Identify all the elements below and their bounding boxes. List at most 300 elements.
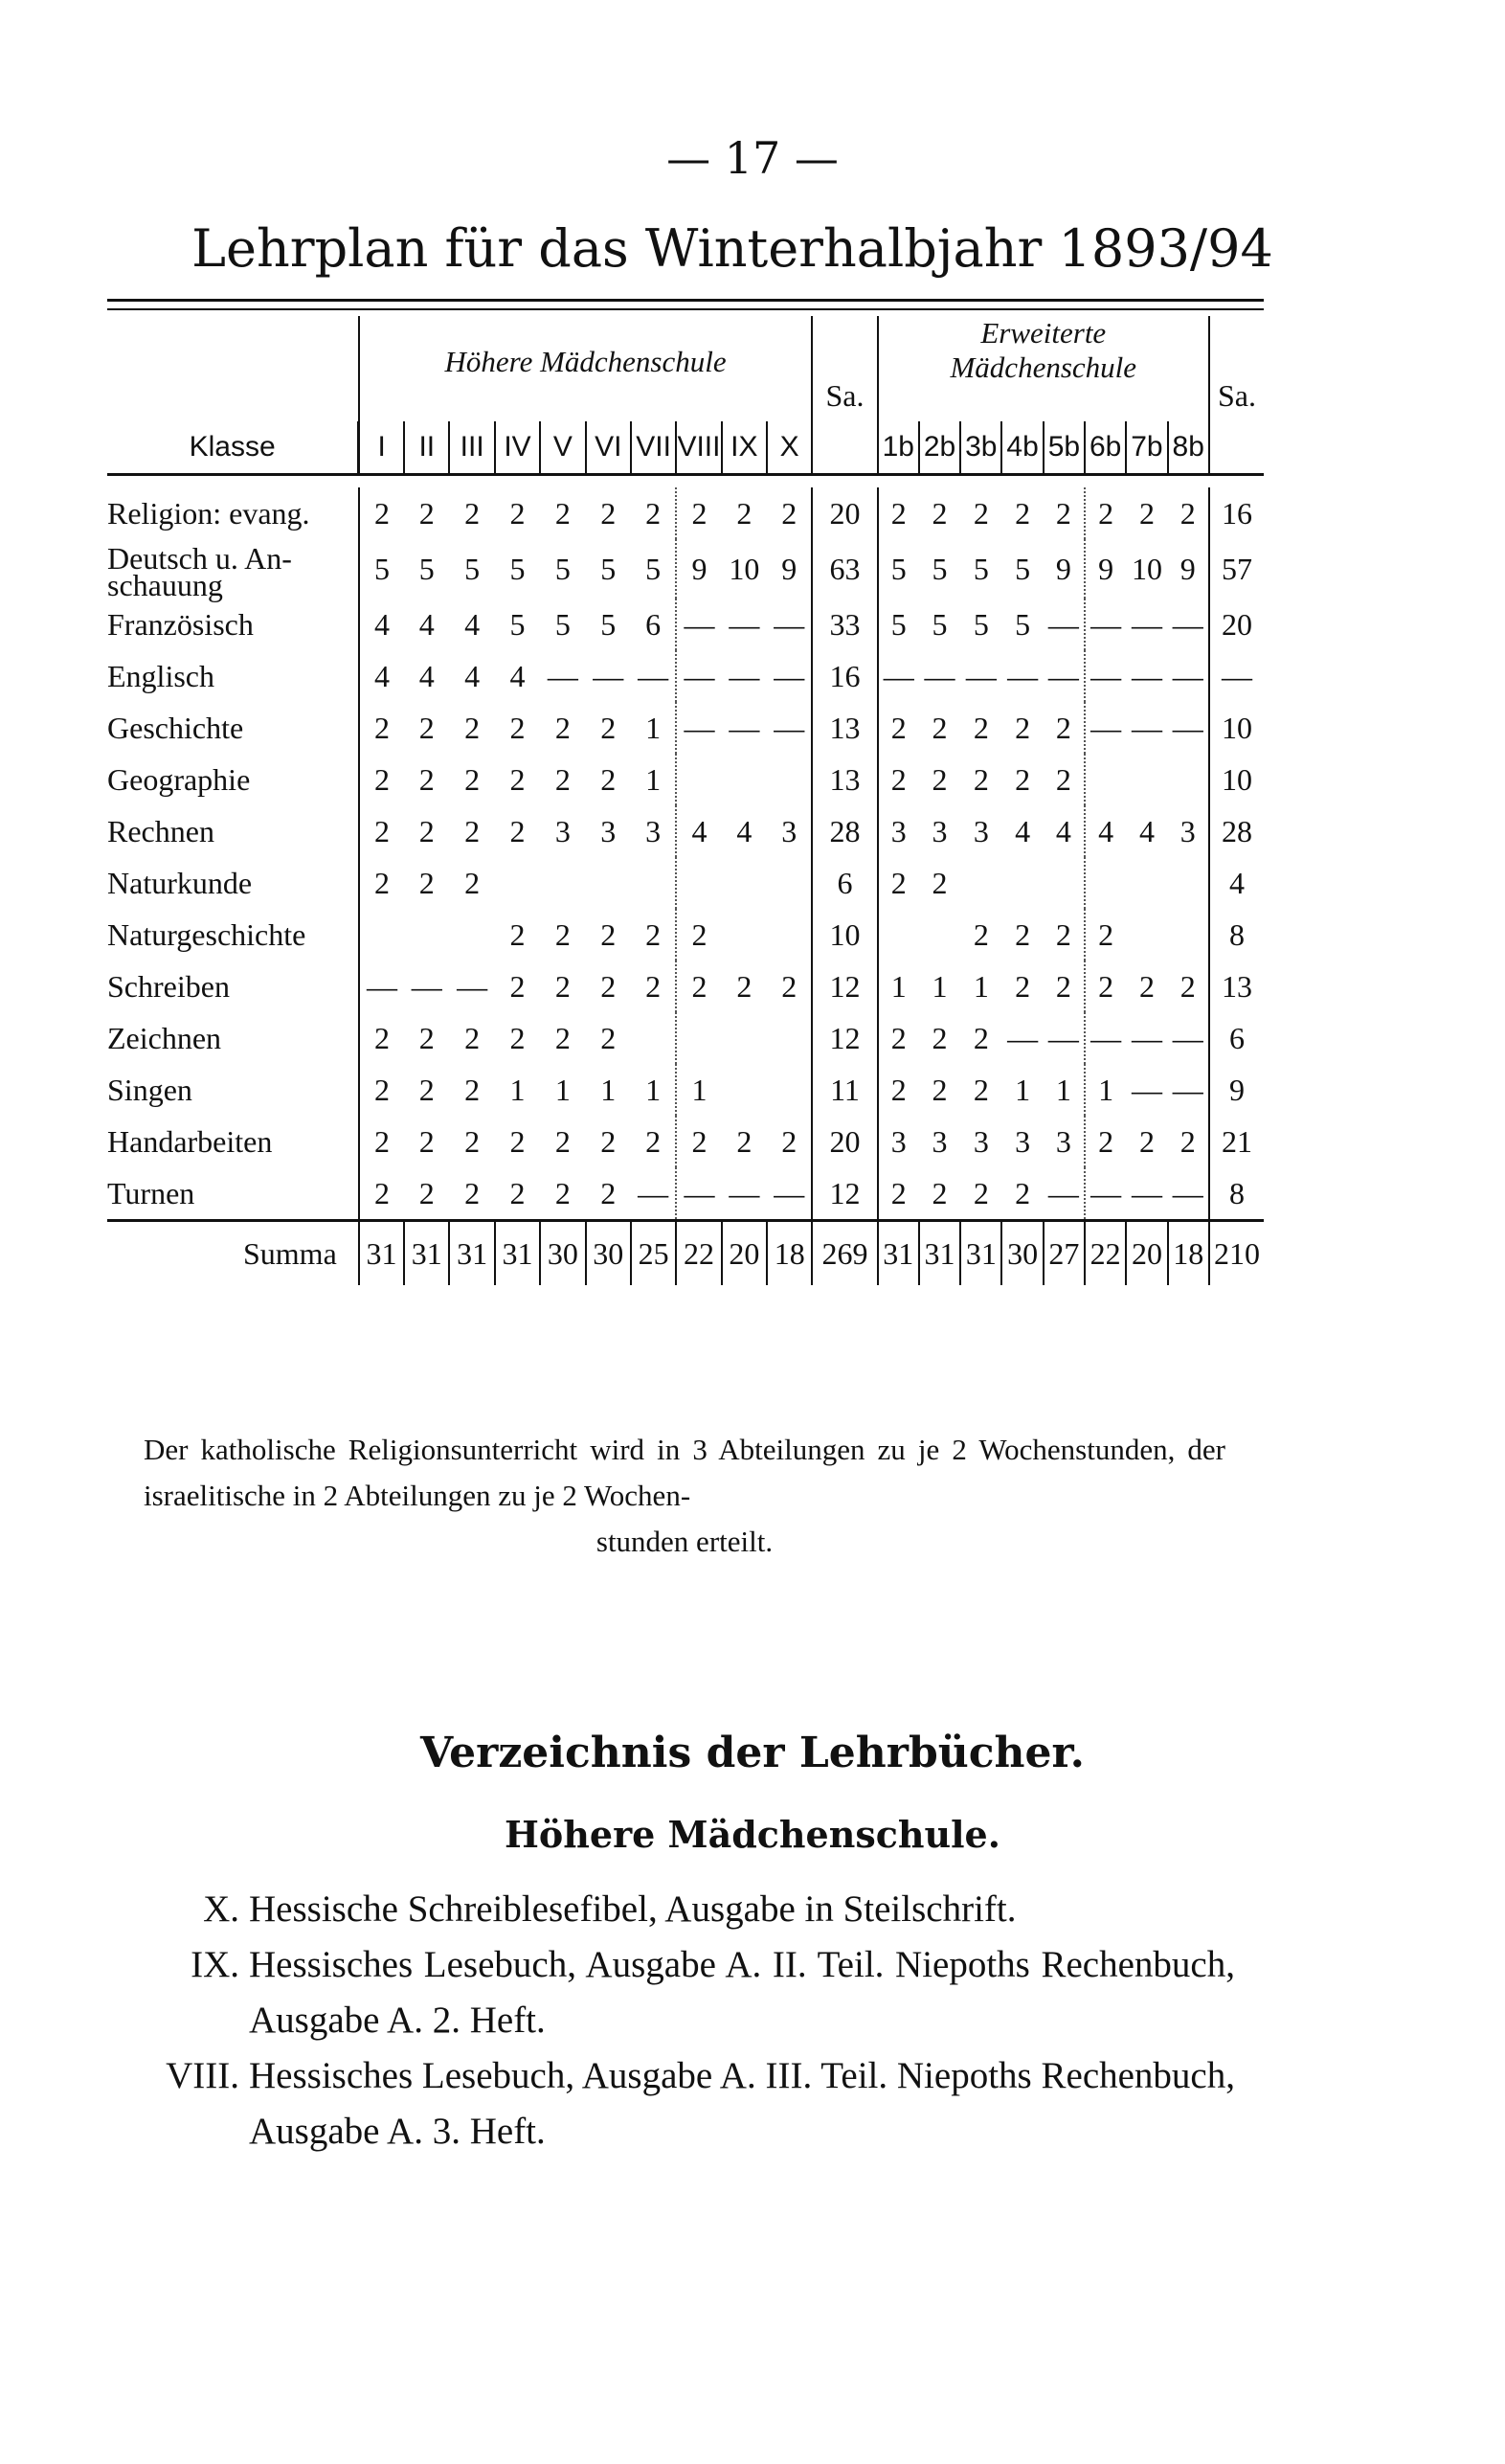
hours-cell: 1 [1085,1064,1126,1116]
hours-cell: 1 [600,1073,617,1107]
hours-cell: 5 [973,607,989,642]
table-row [107,650,1264,702]
hours-cell: 2 [418,1021,435,1055]
sum-cell-hoehere: 63 [812,539,877,599]
hours-cell: 2 [1138,969,1155,1004]
hours-cell: — [676,650,721,702]
hours-cell: 9 [1179,552,1196,586]
hours-cell: 2 [973,762,989,797]
sum-cell-hoehere: 28 [812,805,877,857]
subject-label: Zeichnen [107,1021,222,1055]
klasse-label: Klasse [189,431,276,463]
class-header: VIII [676,421,721,475]
hours-cell: 4 [1055,814,1071,848]
hours-cell: 2 [509,496,526,531]
hours-cell: 2 [676,909,721,961]
hours-cell: 2 [554,917,571,952]
hours-cell: 2 [1085,909,1126,961]
hours-cell: 1 [878,961,919,1012]
hours-cell [676,754,721,805]
total-cell: 31 [960,1221,1001,1286]
hours-cell: 4 [736,814,752,848]
hours-cell: 2 [600,762,617,797]
subject-label: Handarbeiten [107,1124,273,1159]
hours-cell: 2 [418,1176,435,1210]
hours-cell [878,909,919,961]
hours-cell: 2 [359,754,404,805]
hours-cell: — [1085,1012,1126,1064]
subject-label: Geographie [107,762,251,797]
hours-cell: — [1085,599,1126,650]
hours-cell: 2 [1085,961,1126,1012]
total-cell: 31 [878,1221,919,1286]
class-header: II [404,421,449,475]
hours-cell: — [729,607,760,642]
hours-cell: 2 [359,1012,404,1064]
hours-cell: — [1131,1021,1162,1055]
group-erweiterte [878,316,1209,421]
hours-cell: — [1047,607,1079,642]
hours-cell: 5 [878,539,919,599]
total-cell: 25 [631,1221,676,1286]
hours-cell [1085,857,1126,909]
hours-cell: 2 [1055,711,1071,745]
sum-cell-hoehere: 10 [812,909,877,961]
table-row [107,1064,1264,1116]
subject-label: Naturkunde [107,866,253,900]
hours-cell [1168,754,1209,805]
hours-cell [676,1012,721,1064]
textbook-entry [124,1937,1235,2048]
hours-cell: 6 [645,607,662,642]
hours-cell: — [547,659,578,693]
sum-cell-erweiterte: 9 [1209,1064,1264,1116]
hours-cell: — [676,1167,721,1221]
hours-cell: 2 [464,1176,481,1210]
hours-cell: 2 [464,762,481,797]
table-row [107,805,1264,857]
sum-cell-hoehere: 12 [812,1012,877,1064]
sum-cell-hoehere: 33 [812,599,877,650]
hours-cell: 2 [736,1124,752,1159]
hours-cell: 2 [973,711,989,745]
hours-cell: 2 [676,961,721,1012]
hours-cell: 3 [932,814,948,848]
class-numeral: IX. [191,1944,239,1985]
sum-cell-hoehere: 12 [812,961,877,1012]
sum-cell-erweiterte: 4 [1209,857,1264,909]
hours-cell [359,909,404,961]
hours-cell: — [1172,1176,1203,1210]
hours-cell: 4 [1015,814,1031,848]
hours-cell: 5 [359,539,404,599]
hours-cell: 2 [645,1124,662,1159]
hours-cell: 3 [973,1124,989,1159]
textbook-entry [124,2048,1235,2159]
hours-cell: 2 [464,1021,481,1055]
hours-cell: — [1131,1176,1162,1210]
hours-cell: — [774,711,805,745]
table-row [107,754,1264,805]
hours-cell: 2 [359,702,404,754]
table-row [107,1167,1264,1221]
religion-note [144,1427,1225,1565]
hours-cell: 2 [600,1176,617,1210]
hours-cell: 2 [736,496,752,531]
total-cell: 31 [495,1221,540,1286]
hours-cell: 2 [464,866,481,900]
hours-cell: — [1131,1073,1162,1107]
hours-cell: 2 [645,969,662,1004]
sum-cell-hoehere: 20 [812,487,877,539]
hours-cell: 5 [600,552,617,586]
hours-cell: 5 [645,552,662,586]
hours-cell: — [965,659,997,693]
empty-corner [107,316,359,421]
sum-cell-erweiterte: 20 [1209,599,1264,650]
group-erweiterte-line1: Erweiterte [980,316,1107,350]
hours-cell: 9 [1055,552,1071,586]
subject-label: Französisch [107,607,254,642]
sum-cell-erweiterte: 16 [1209,487,1264,539]
class-numeral: VIII. [166,2055,239,2096]
subject-label: Deutsch u. An- schauung [107,541,292,602]
table-group-header [107,316,1264,421]
hours-cell: 4 [1085,805,1126,857]
hours-cell: 1 [645,711,662,745]
hours-cell: 2 [1055,496,1071,531]
hours-cell: — [1085,702,1126,754]
hours-cell: — [1047,659,1079,693]
sum-cell-erweiterte: — [1209,650,1264,702]
hours-cell [1044,857,1085,909]
hours-cell: 2 [1015,969,1031,1004]
hours-cell: 3 [1179,814,1196,848]
subject-label: Englisch [107,659,214,693]
table-row [107,702,1264,754]
hours-cell: — [676,599,721,650]
hours-cell: 2 [878,754,919,805]
table-row [107,909,1264,961]
hours-cell: 2 [932,1073,948,1107]
hours-cell: 3 [1015,1124,1031,1159]
hours-cell: 5 [932,552,948,586]
hours-cell: 4 [418,659,435,693]
subject-label: Naturgeschichte [107,917,306,952]
sum-header-1: Sa. [812,316,877,421]
hours-cell: 2 [781,1124,797,1159]
hours-cell: — [676,702,721,754]
spacer-row [107,475,1264,488]
hours-cell [722,1064,767,1116]
hours-cell: 4 [676,805,721,857]
table-row [107,539,1264,599]
hours-cell: — [1131,607,1162,642]
hours-cell: 2 [973,1176,989,1210]
table-row [107,599,1264,650]
hours-cell: 2 [932,1176,948,1210]
curriculum-table [107,316,1264,1285]
hours-cell: 2 [554,711,571,745]
hours-cell: 9 [1085,539,1126,599]
group-hoehere: Höhere Mädchenschule [444,345,727,378]
sum-cell-hoehere: 16 [812,650,877,702]
total-sum-hoehere: 269 [812,1221,877,1286]
class-header: 5b [1044,421,1085,475]
hours-cell: 5 [509,552,526,586]
total-row [107,1221,1264,1286]
hours-cell: 2 [509,1176,526,1210]
sum-cell-erweiterte: 8 [1209,1167,1264,1221]
hours-cell: 3 [878,805,919,857]
hours-cell: 2 [464,1073,481,1107]
hours-cell: 2 [736,969,752,1004]
hours-cell: — [593,659,624,693]
hours-cell: 2 [554,1176,571,1210]
hours-cell: 5 [878,599,919,650]
hours-cell: 5 [1015,552,1031,586]
hours-cell: 2 [1085,487,1126,539]
hours-cell: 1 [509,1073,526,1107]
hours-cell: 5 [932,607,948,642]
hours-cell: 1 [973,969,989,1004]
sum-cell-hoehere: 11 [812,1064,877,1116]
hours-cell: 2 [1015,917,1031,952]
hours-cell: 10 [1131,552,1162,586]
hours-cell: 4 [464,607,481,642]
hours-cell: 2 [418,814,435,848]
hours-cell: 2 [1138,496,1155,531]
hours-cell: 2 [464,496,481,531]
hours-cell [767,1012,812,1064]
total-cell: 18 [1168,1221,1209,1286]
hours-cell: 2 [932,711,948,745]
page-title: Lehrplan für das Winterhalbjahr 1893/94 [191,218,1273,279]
hours-cell: 3 [878,1116,919,1167]
top-rule-thin [107,308,1264,310]
hours-cell: 5 [554,552,571,586]
hours-cell: 2 [973,496,989,531]
hours-cell: 2 [973,1073,989,1107]
hours-cell: — [638,659,669,693]
hours-cell: 4 [359,599,404,650]
class-header: 1b [878,421,919,475]
hours-cell: 2 [1179,496,1196,531]
hours-cell: 2 [359,857,404,909]
hours-cell: 2 [1055,969,1071,1004]
hours-cell: 5 [973,552,989,586]
hours-cell: 2 [878,857,919,909]
class-header: 8b [1168,421,1209,475]
hours-cell: 1 [554,1073,571,1107]
hours-cell: 2 [554,1124,571,1159]
hours-cell: 2 [418,866,435,900]
hours-cell: 2 [509,917,526,952]
hours-cell: 2 [600,1021,617,1055]
hours-cell: 4 [359,650,404,702]
hours-cell: — [1172,659,1203,693]
total-cell: 18 [767,1221,812,1286]
hours-cell: 2 [600,711,617,745]
hours-cell: 2 [554,969,571,1004]
hours-cell: — [1047,1176,1079,1210]
hours-cell: 9 [676,539,721,599]
hours-cell: 2 [676,487,721,539]
hours-cell: 2 [973,1021,989,1055]
hours-cell: 2 [600,496,617,531]
sum-spacer-2 [1209,421,1264,475]
hours-cell: — [774,1176,805,1210]
hours-cell: 2 [1055,762,1071,797]
hours-cell: 1 [1055,1073,1071,1107]
sum-cell-erweiterte: 57 [1209,539,1264,599]
hours-cell: — [1085,1167,1126,1221]
hours-cell: 2 [1015,762,1031,797]
subject-label: Geschichte [107,711,244,745]
hours-cell: — [1007,1021,1039,1055]
hours-cell [631,857,676,909]
table-row [107,1116,1264,1167]
hours-cell: 2 [676,1116,721,1167]
hours-cell: — [924,659,955,693]
hours-cell: 2 [464,814,481,848]
hours-cell: 3 [973,814,989,848]
hours-cell: — [1131,711,1162,745]
hours-cell: 4 [418,607,435,642]
hours-cell: — [774,607,805,642]
hours-cell: 4 [464,659,481,693]
hours-cell: 2 [554,496,571,531]
hours-cell: 2 [878,1167,919,1221]
hours-cell: — [1085,650,1126,702]
hours-cell: 2 [418,762,435,797]
hours-cell: 3 [1055,1124,1071,1159]
hours-cell: 5 [464,552,481,586]
hours-cell: 2 [509,1021,526,1055]
group-erweiterte-line2: Mädchenschule [950,350,1137,384]
hours-cell [767,1064,812,1116]
hours-cell: 2 [781,496,797,531]
hours-cell: 3 [600,814,617,848]
hours-cell: 3 [932,1124,948,1159]
hours-cell [676,857,721,909]
hours-cell: 2 [878,702,919,754]
sum-cell-erweiterte: 28 [1209,805,1264,857]
hours-cell: — [638,1176,669,1210]
total-cell: 22 [1085,1221,1126,1286]
hours-cell: 2 [1085,1116,1126,1167]
note-last-line: stunden erteilt. [595,1525,774,1558]
sum-spacer-1 [812,421,877,475]
table-row [107,857,1264,909]
hours-cell: 2 [932,762,948,797]
note-main-text: Der katholische Religionsunterricht wird in 3 Abteilungen zu je 2 Wochenstunden, der israelitische in 2 Abteilungen zu je 2 Wochen- [144,1433,1225,1512]
hours-cell: 2 [645,917,662,952]
hours-cell: 2 [359,1064,404,1116]
class-header: 4b [1001,421,1043,475]
hours-cell [919,909,960,961]
hours-cell: 2 [1138,1124,1155,1159]
hours-cell [586,857,631,909]
total-cell: 31 [359,1221,404,1286]
subject-label: Schreiben [107,969,230,1004]
hours-cell: 2 [418,1124,435,1159]
hours-cell: 2 [600,917,617,952]
hours-cell: 2 [600,1124,617,1159]
hours-cell [1126,754,1167,805]
hours-cell: 1 [676,1064,721,1116]
class-header: 7b [1126,421,1167,475]
sum-cell-hoehere: 13 [812,702,877,754]
total-cell: 22 [676,1221,721,1286]
hours-cell: 1 [645,1073,662,1107]
hours-cell: — [1007,659,1039,693]
hours-cell [767,909,812,961]
hours-cell: 2 [932,496,948,531]
sum-cell-erweiterte: 10 [1209,702,1264,754]
sum-cell-erweiterte: 6 [1209,1012,1264,1064]
hours-cell: 3 [554,814,571,848]
hours-cell [404,909,449,961]
hours-cell [1126,857,1167,909]
hours-cell: 10 [729,552,760,586]
hours-cell [722,909,767,961]
hours-cell [495,857,540,909]
hours-cell: 2 [1179,1124,1196,1159]
hours-cell: 2 [509,969,526,1004]
hours-cell: 5 [554,607,571,642]
hours-cell: 2 [554,1021,571,1055]
class-header: 3b [960,421,1001,475]
hours-cell: 2 [1015,1176,1031,1210]
class-header: I [359,421,404,475]
hours-cell: — [411,969,442,1004]
hours-cell: 2 [464,1124,481,1159]
hours-cell: 2 [1055,917,1071,952]
textbook-text: Hessisches Lesebuch, Ausgabe A. III. Teil. Niepoths Rechenbuch, Ausgabe A. 3. Heft. [249,2055,1235,2152]
hours-cell: 5 [600,607,617,642]
hours-cell [540,857,585,909]
hours-cell: 2 [1015,711,1031,745]
class-numeral: X. [203,1888,239,1930]
hours-cell: — [1172,1021,1203,1055]
sum-cell-erweiterte: 13 [1209,961,1264,1012]
sum-cell-hoehere: 6 [812,857,877,909]
subject-label: Religion: evang. [107,496,310,531]
hours-cell: 2 [600,969,617,1004]
hours-cell: 2 [645,496,662,531]
class-header: VI [586,421,631,475]
textbook-text: Hessische Schreiblesefibel, Ausgabe in Steilschrift. [249,1888,1017,1930]
hours-cell: 2 [418,496,435,531]
hours-cell: 2 [878,1012,919,1064]
total-cell: 20 [722,1221,767,1286]
hours-cell: — [457,969,488,1004]
school-subheading: Höhere Mädchenschule. [505,1813,1000,1856]
hours-cell: 5 [418,552,435,586]
sum-cell-erweiterte: 10 [1209,754,1264,805]
hours-cell [767,857,812,909]
hours-cell: 9 [781,552,797,586]
total-cell: 31 [449,1221,494,1286]
hours-cell [631,1012,676,1064]
sum-cell-hoehere: 12 [812,1167,877,1221]
hours-cell [449,909,494,961]
class-header: VII [631,421,676,475]
hours-cell [767,754,812,805]
hours-cell: — [1172,711,1203,745]
sum-cell-erweiterte: 21 [1209,1116,1264,1167]
